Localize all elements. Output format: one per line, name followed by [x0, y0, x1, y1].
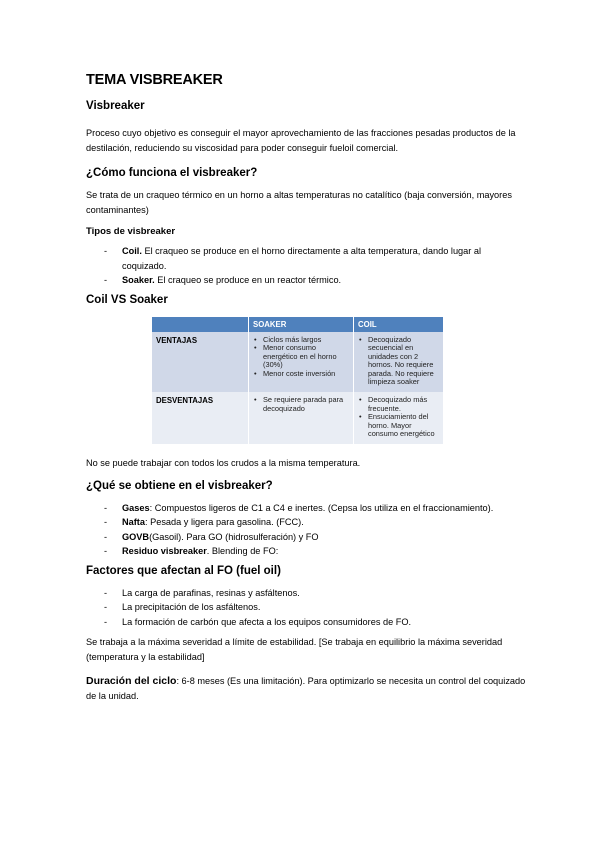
table-header-row: [152, 317, 444, 332]
term-soaker: Soaker.: [122, 275, 155, 285]
heading-coil-vs-soaker: Coil VS Soaker: [86, 293, 168, 306]
dash-bullet: -: [104, 275, 108, 285]
dash-bullet: -: [104, 616, 108, 627]
dash-bullet: -: [104, 246, 108, 256]
list-item: [86, 515, 526, 530]
paragraph-temperatura: No se puede trabajar con todos los crudos a la misma temperatura.: [86, 458, 361, 469]
list-factores: [86, 586, 526, 630]
term-gases: Gases: [122, 502, 150, 513]
item-text: La carga de parafinas, resinas y asfáltenos.: [122, 587, 300, 598]
table-bullet: • Ciclos más largos: [253, 336, 349, 345]
row-label-desventajas: DESVENTAJAS: [152, 392, 249, 444]
table-header-coil: COIL: [354, 317, 444, 332]
heading-tipos: Tipos de visbreaker: [86, 226, 176, 237]
term-nafta: Nafta: [122, 517, 145, 528]
term-coil: Coil.: [122, 246, 142, 256]
table-bullet: • Se requiere parada para decoquizado: [253, 396, 349, 413]
cell-soaker-ventajas: [249, 332, 354, 393]
item-text: La precipitación de los asfáltenos.: [122, 602, 261, 613]
heading-que-se-obtiene: ¿Qué se obtiene en el visbreaker?: [86, 479, 273, 492]
list-item: [86, 530, 526, 545]
heading-como-funciona: ¿Cómo funciona el visbreaker?: [86, 167, 258, 179]
table-header-soaker: SOAKER: [249, 317, 354, 332]
item-text: : Compuestos ligeros de C1 a C4 e inertes. (Cepsa los utiliza en el fraccionamiento).: [149, 502, 494, 513]
item-text: (Gasoil). Para GO (hidrosulferación) y FO: [149, 531, 319, 542]
item-text: El craqueo se produce en el horno directamente a alta temperatura, dando lugar al coquizado.: [122, 246, 482, 271]
dash-bullet: -: [104, 531, 108, 542]
paragraph-duracion: [86, 674, 526, 703]
list-item: [86, 615, 526, 630]
table-row: [152, 392, 444, 444]
dash-bullet: -: [104, 602, 108, 613]
document-page: [86, 72, 526, 703]
cell-coil-desventajas: [354, 392, 444, 444]
item-text: El craqueo se produce en un reactor térmico.: [154, 275, 342, 285]
table-header-empty: [152, 317, 249, 332]
list-productos: [86, 501, 526, 559]
paragraph-como-funciona: Se trata de un craqueo térmico en un horno a altas temperaturas no catalítico (baja conversión, mayores contaminantes): [86, 190, 512, 215]
comparison-table: [152, 317, 444, 445]
table-row: [152, 332, 444, 393]
document-title: TEMA VISBREAKER: [86, 72, 223, 88]
item-text: : Pesada y ligera para gasolina. (FCC).: [144, 517, 304, 528]
list-item: [86, 586, 526, 601]
table-bullet: • Decoquizado secuencial en unidades con 2 hornos. No requiere parada. No requiere limpieza soaker: [358, 336, 439, 388]
table-bullet: • Menor consumo energético en el horno (30%): [253, 344, 349, 370]
heading-factores: Factores que afectan al FO (fuel oil): [86, 564, 281, 577]
list-item: [86, 544, 526, 559]
dash-bullet: -: [104, 517, 108, 528]
row-label-ventajas: VENTAJAS: [152, 332, 249, 393]
duracion-text: : 6-8 meses (Es una limitación). Para optimizarlo se necesita un control del coquizado de la unidad.: [86, 676, 526, 701]
item-text: . Blending de FO:: [206, 546, 279, 557]
list-item: [86, 600, 526, 615]
list-tipos: [86, 244, 526, 288]
term-residuo: Residuo visbreaker: [122, 546, 207, 557]
table-bullet: • Ensuciamiento del horno. Mayor consumo energético: [358, 413, 439, 439]
list-item: [86, 501, 526, 516]
dash-bullet: -: [104, 546, 108, 557]
list-item: [86, 273, 526, 288]
table-bullet: • Menor coste inversión: [253, 370, 349, 379]
duracion-label: Duración del ciclo: [86, 675, 177, 688]
table-bullet: • Decoquizado más frecuente.: [358, 396, 439, 413]
dash-bullet: -: [104, 502, 108, 513]
cell-soaker-desventajas: [249, 392, 354, 444]
paragraph-visbreaker: Proceso cuyo objetivo es conseguir el mayor aprovechamiento de las fracciones pesadas productos de la destilación, reduciendo su viscosidad para poder conseguir fueloil comercial.: [86, 128, 516, 153]
cell-coil-ventajas: [354, 332, 444, 393]
dash-bullet: -: [104, 587, 108, 598]
term-govb: GOVB: [122, 531, 150, 542]
list-item: [86, 244, 526, 273]
item-text: La formación de carbón que afecta a los equipos consumidores de FO.: [122, 616, 412, 627]
heading-visbreaker: Visbreaker: [86, 100, 145, 112]
paragraph-severidad: Se trabaja a la máxima severidad a límite de estabilidad. [Se trabaja en equilibrio la máxima severidad (temperatura y la estabilidad]: [86, 637, 503, 662]
